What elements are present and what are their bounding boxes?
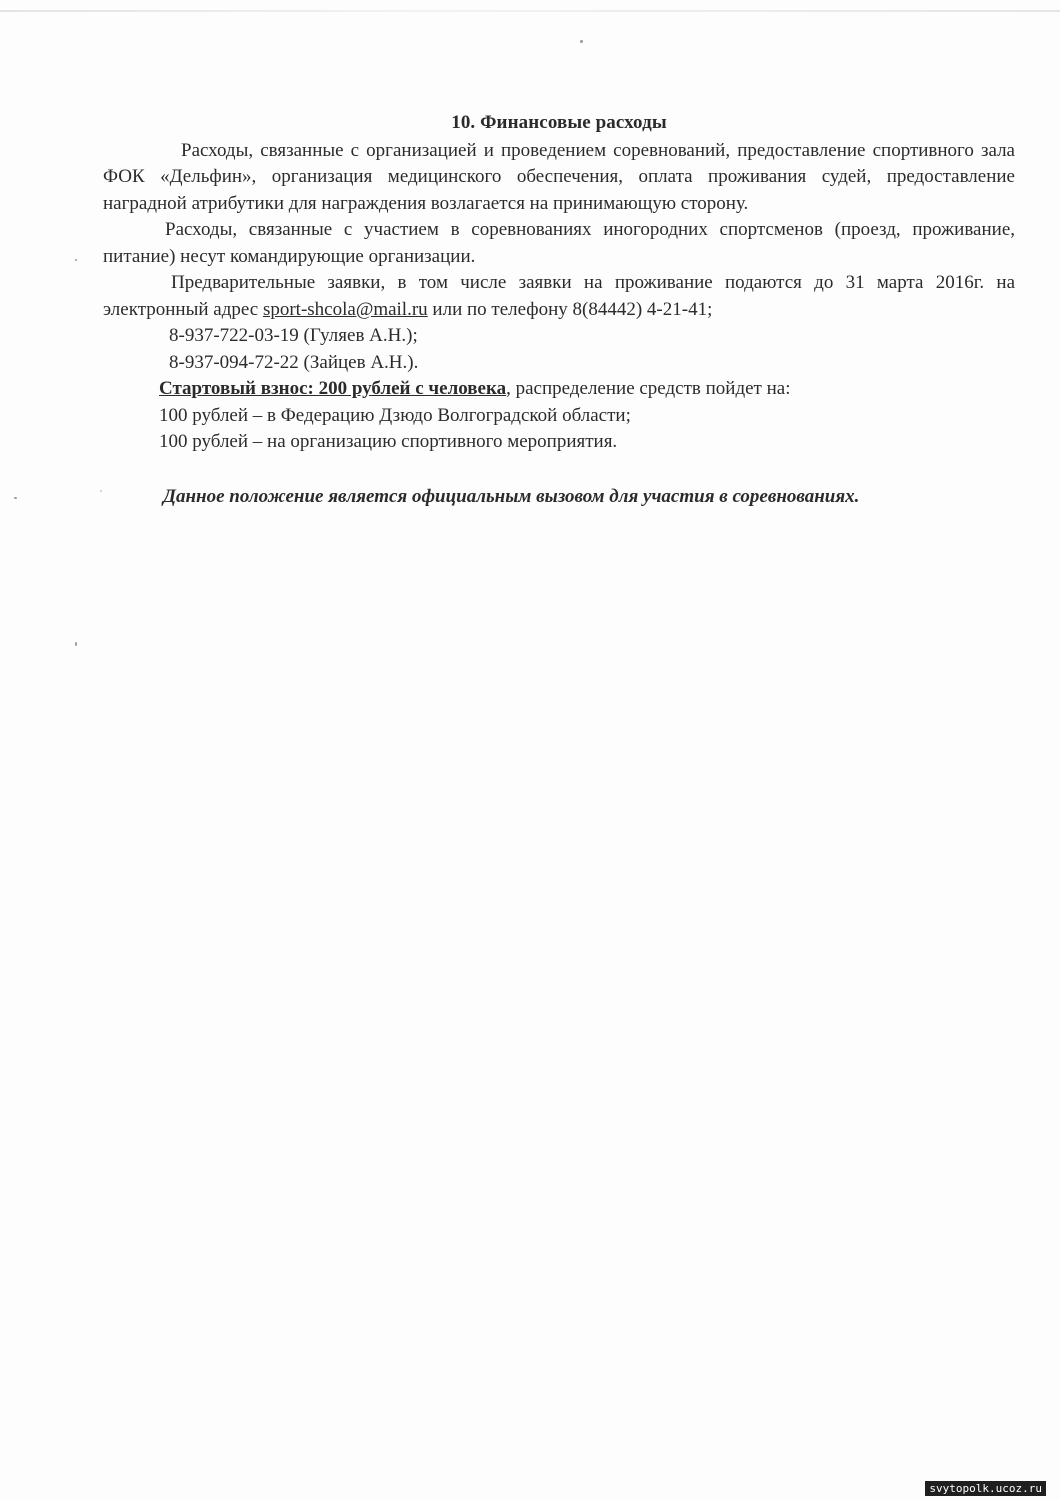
entry-fee-line [103, 376, 1015, 403]
entry-fee-item-federation: 100 рублей – в Федерацию Дзюдо Волгоградской области; [159, 404, 631, 426]
applications-phone-text: или по телефону 8(84442) 4-21-41; [427, 298, 713, 320]
paragraph-participant-expenses: Расходы, связанные с участием в соревнованиях иногородних спортсменов (проезд, проживание, питание) несут командирующие организации. [103, 219, 1015, 267]
contact-phone-1: 8-937-722-03-19 (Гуляев А.Н.); [169, 325, 418, 346]
section-heading: 10. Финансовые расходы [451, 112, 667, 133]
scan-top-edge [0, 10, 1060, 12]
paragraph-organizer-expenses: Расходы, связанные с организацией и проведением соревнований, предоставление спортивного зала ФОК «Дельфин», организация медицинского обеспечения, оплата проживания судей, предоставление наградной атрибутики для награждения возлагается на принимающую сторону. [103, 139, 1015, 214]
paragraph-applications [103, 270, 1015, 323]
document-body [103, 110, 1015, 510]
scan-speck [75, 259, 77, 261]
email-link[interactable]: sport-shcola@mail.ru [262, 298, 428, 320]
entry-fee-amount: Стартовый взнос: 200 рублей с человека [159, 378, 507, 399]
site-watermark: svytopolk.ucoz.ru [925, 1481, 1046, 1496]
entry-fee-item-event: 100 рублей – на организацию спортивного мероприятия. [159, 431, 618, 452]
scan-speck [75, 642, 77, 646]
entry-fee-distribution: , распределение средств пойдет на: [506, 378, 791, 399]
contact-phone-2: 8-937-094-72-22 (Зайцев А.Н.). [169, 351, 419, 373]
scan-speck [100, 490, 102, 492]
scan-speck [580, 40, 583, 43]
official-notice: Данное положение является официальным вызовом для участия в соревнованиях. [163, 485, 860, 507]
applications-text: Предварительные заявки, в том числе заявки на проживание подаются до 31 марта 2016г. на электронный адрес [103, 272, 1015, 320]
scan-speck [14, 497, 17, 499]
